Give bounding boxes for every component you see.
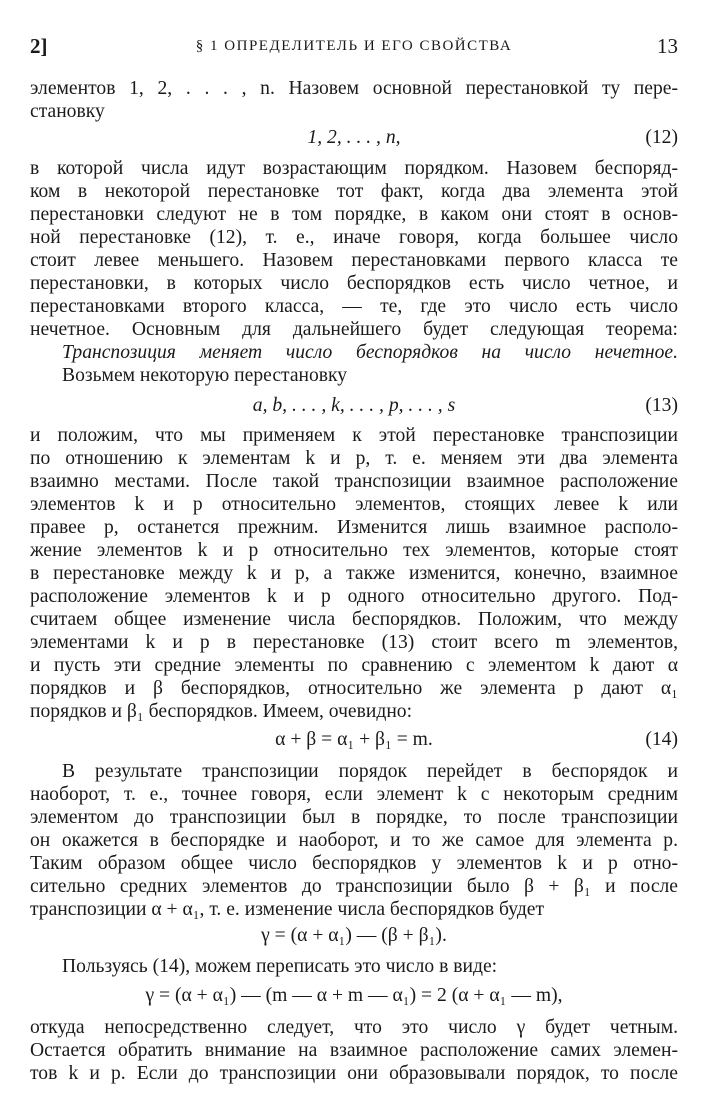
text-line: Возьмем некоторую перестановку — [62, 365, 348, 386]
text-line: сительно средних элементов до транспозиции было β + β₁ и после — [30, 876, 678, 897]
text-line: порядков и β₁ беспорядков. Имеем, очевидно: — [30, 701, 413, 722]
equation-13: a, b, . . . , k, . . . , p, . . . , s — [252, 395, 456, 416]
theorem-statement: Транспозиция меняет число беспорядков на число нечетное. — [62, 342, 678, 363]
equation-12: 1, 2, . . . , n, — [307, 127, 401, 148]
text-line: элементом до транспозиции был в порядке, то после транспозиции — [30, 807, 678, 828]
text-line: перестановки следуют не в том порядке, в каком они стоят в основ- — [30, 204, 678, 225]
text-line: правее p, останется прежним. Изменится лишь взаимное располо- — [30, 517, 678, 538]
equation-number: (12) — [645, 127, 678, 148]
text-line: Остается обратить внимание на взаимное расположение самих элемен- — [30, 1040, 678, 1061]
text-line: в которой числа идут возрастающим порядком. Назовем беспоряд- — [30, 158, 678, 179]
text-line: и пусть эти средние элементы по сравнению с элементом k дают α — [30, 655, 678, 676]
running-header — [30, 34, 678, 60]
text-line: откуда непосредственно следует, что это число γ будет четным. — [30, 1017, 678, 1038]
section-title: § 1 ОПРЕДЕЛИТЕЛЬ И ЕГО СВОЙСТВА — [195, 38, 513, 54]
text-line: наоборот, т. е., точнее говоря, если элемент k с некоторым средним — [30, 784, 678, 805]
page-number: 13 — [657, 34, 678, 58]
equation-gamma-expanded: γ = (α + α₁) — (m — α + m — α₁) = 2 (α + α₁ — m), — [145, 985, 563, 1006]
text-line: ком в некоторой перестановке тот факт, когда два элемента этой — [30, 181, 678, 202]
text-line: становку — [30, 101, 105, 122]
text-line: транспозиции α + α₁, т. е. изменение числа беспорядков будет — [30, 899, 545, 920]
text-line: стоит левее меньшего. Назовем перестановками первого класса те — [30, 250, 678, 271]
text-line: перестановки, в которых число беспорядков есть число четное, и — [30, 273, 678, 294]
text-line: по отношению к элементам k и p, т. е. меняем эти два элемента — [30, 448, 678, 469]
text-line: в перестановке между k и p, а также изменится, конечно, взаимное — [30, 563, 678, 584]
text-line: элементами k и p в перестановке (13) стоит всего m элементов, — [30, 632, 678, 653]
text-line: взаимно местами. После такой транспозиции взаимное расположение — [30, 471, 678, 492]
text-line: считаем общее изменение числа беспорядков. Положим, что между — [30, 609, 678, 630]
text-line: В результате транспозиции порядок перейдет в беспорядок и — [62, 761, 678, 782]
text-line: элементов k и p относительно элементов, стоящих левее k или — [30, 494, 678, 515]
text-line: порядков и β беспорядков, относительно же элемента p дают α₁ — [30, 678, 678, 699]
text-line: Таким образом общее число беспорядков у элементов k и p отно- — [30, 853, 678, 874]
text-line: ной перестановке (12), т. е., иначе говоря, когда большее число — [30, 227, 678, 248]
text-line: Пользуясь (14), можем переписать это число в виде: — [62, 956, 498, 977]
equation-number: (14) — [645, 729, 678, 750]
text-line: расположение элементов k и p одного относительно другого. Под- — [30, 586, 678, 607]
equation-number: (13) — [645, 395, 678, 416]
text-line: тов k и p. Если до транспозиции они образовывали порядок, то после — [30, 1063, 678, 1084]
text-line: и положим, что мы применяем к этой перестановке транспозиции — [30, 425, 678, 446]
text-line: нечетное. Основным для дальнейшего будет следующая теорема: — [30, 319, 678, 340]
text-line: он окажется в беспорядке и наоборот, и то же самое для элемента p. — [30, 830, 678, 851]
chapter-number: 2] — [30, 34, 48, 58]
text-line: перестановками второго класса, — те, где это число есть число — [30, 296, 678, 317]
equation-14: α + β = α₁ + β₁ = m. — [275, 729, 433, 750]
equation-gamma: γ = (α + α₁) — (β + β₁). — [261, 925, 447, 946]
text-line: жение элементов k и p относительно тех элементов, которые стоят — [30, 540, 678, 561]
text-line: элементов 1, 2, . . . , n. Назовем основной перестановкой ту пере- — [30, 78, 678, 99]
